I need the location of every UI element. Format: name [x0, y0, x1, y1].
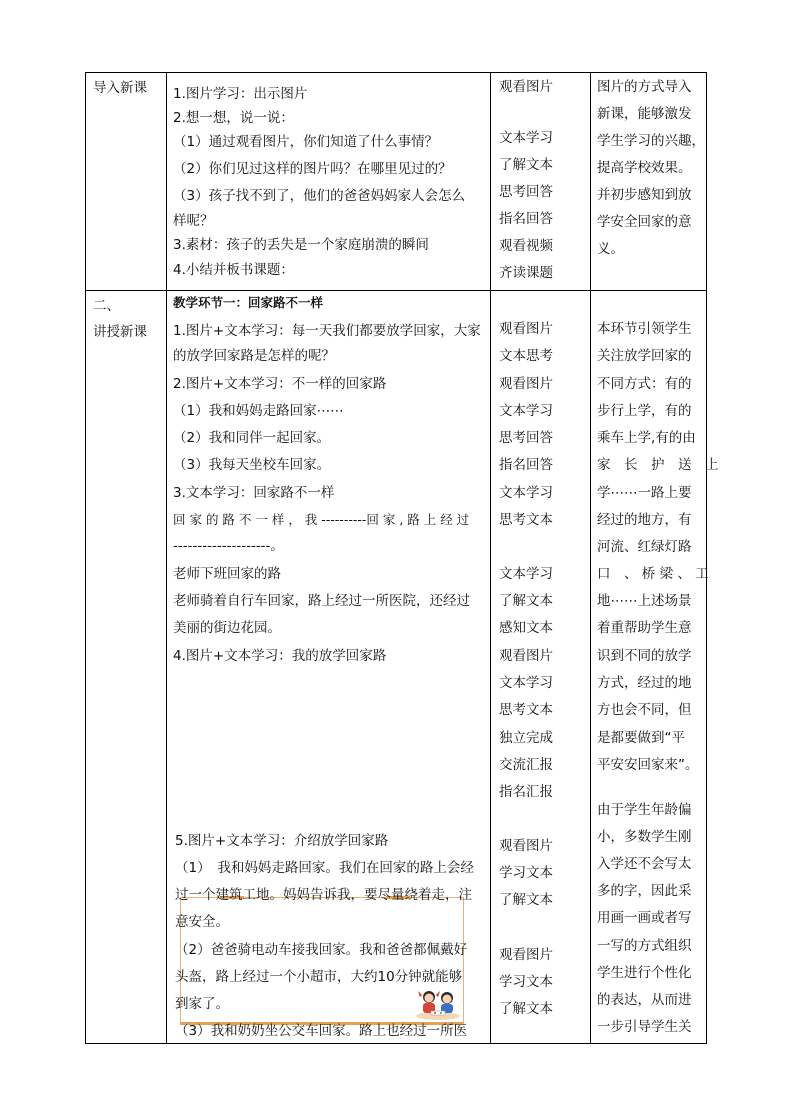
activity-item: 思考文本 [499, 512, 553, 528]
content-line: 2.想一想，说一说： [173, 110, 294, 126]
intent-line: 经过的地方，有 [597, 512, 692, 528]
table-row [86, 73, 707, 291]
activity-item: 思考文本 [499, 702, 553, 718]
content-line: 4.图片+文本学习：我的放学回家路 [173, 648, 387, 664]
intent-line: 关注放学回家的 [597, 348, 692, 364]
activity-item: 了解文本 [499, 892, 553, 908]
intent-line: 口 、 桥 梁 、 工 [597, 566, 709, 582]
activity-item: 交流汇报 [499, 757, 553, 773]
intent-line: 新课，能够激发 [597, 106, 692, 122]
content-line: （3）我每天坐校车回家。 [173, 457, 331, 473]
intent-line: 步行上学，有的 [597, 403, 692, 419]
content-line: 老师骑着自行车回家，路上经过一所医院，还经过 [173, 593, 470, 609]
activity-item: 思考回答 [499, 184, 553, 200]
content-line: 过一个建筑工地。妈妈告诉我，要尽量绕着走，注 [175, 887, 472, 903]
content-cell [167, 73, 491, 291]
content-line: 老师下班回家的路 [173, 566, 281, 582]
intent-line: 本环节引领学生 [597, 321, 692, 337]
content-line: 样呢？ [173, 213, 214, 229]
intent-line: 并初步感知到放 [597, 187, 692, 203]
intent-cell [591, 73, 707, 291]
activity-item: 指名回答 [499, 211, 553, 227]
content-line: （3）我和奶奶坐公交车回家。路上也经过一所医 [175, 1023, 468, 1039]
content-line: 3.素材：孩子的丢失是一个家庭崩溃的瞬间 [173, 237, 429, 253]
intent-line: 不同方式：有的 [597, 376, 692, 392]
content-line: 意安全。 [175, 914, 229, 930]
content-line: （1）通过观看图片，你们知道了什么事情？ [173, 134, 439, 150]
intent-line: 一写的方式组织 [597, 938, 692, 954]
activity-item: 感知文本 [499, 620, 553, 636]
activity-item: 独立完成 [499, 730, 553, 746]
intent-line: 小，多数学生刚 [597, 829, 692, 845]
activity-item: 观看视频 [499, 238, 553, 254]
intent-line: 的表达，从而进 [597, 992, 692, 1008]
content-line: 3.文本学习：回家路不一样 [173, 485, 335, 501]
intent-line: 入学还不会写太 [597, 856, 692, 872]
stage-number: 二、 [93, 298, 120, 314]
content-line: （2）你们见过这样的图片吗？在哪里见过的？ [173, 161, 452, 177]
content-line: --------------------。 [173, 538, 284, 554]
content-line: （2）我和同伴一起回家。 [173, 430, 331, 446]
intent-line: 由于学生年龄偏 [597, 802, 692, 818]
activity-item: 观看图片 [499, 838, 553, 854]
activity-item: 观看图片 [499, 376, 553, 392]
activity-item: 了解文本 [499, 157, 553, 173]
activity-item: 文本学习 [499, 403, 553, 419]
intent-line: 方也会不同，但 [597, 702, 692, 718]
stage-cell [86, 73, 167, 291]
stage-label: 讲授新课 [93, 324, 147, 340]
intent-line: 乘车上学,有的由 [597, 430, 696, 446]
intent-line: 学生学习的兴趣， [597, 133, 705, 149]
activity-item: 文本思考 [499, 348, 553, 364]
intent-cell [591, 291, 719, 1044]
children-drawing-icon [414, 985, 462, 1021]
content-line: 2.图片+文本学习：不一样的回家路 [173, 376, 387, 392]
intent-line: 家 长 护 送 上 [597, 457, 719, 473]
content-line: 美丽的街边花园。 [173, 620, 281, 636]
content-line: （2）爸爸骑电动车接我回家。我和爸爸都佩戴好 [175, 942, 468, 958]
intent-line: 用画一画或者写 [597, 910, 692, 926]
activity-item: 指名回答 [499, 457, 553, 473]
intent-line: 多的字，因此采 [597, 883, 692, 899]
activity-item: 观看图片 [499, 79, 553, 95]
intent-line: 河流、红绿灯路 [597, 539, 692, 555]
content-line: 回 家 的 路 不 一 样 ， 我 ----------回 家 , 路 上 经 过 [173, 512, 470, 527]
stage-cell [86, 291, 167, 1044]
activity-item: 了解文本 [499, 593, 553, 609]
activity-item: 齐读课题 [499, 265, 553, 281]
activity-item: 文本学习 [499, 675, 553, 691]
activity-item: 学习文本 [499, 974, 553, 990]
activity-item: 了解文本 [499, 1001, 553, 1017]
content-line: 1.图片学习：出示图片 [173, 86, 308, 102]
content-line: 4.小结并板书课题： [173, 262, 294, 278]
content-line: 头盔，路上经过一个小超市，大约10分钟就能够 [175, 969, 463, 985]
activity-cell [491, 291, 591, 1044]
intent-line: 义。 [597, 241, 624, 257]
intent-line: 一步引导学生关 [597, 1019, 692, 1035]
activity-item: 文本学习 [499, 485, 553, 501]
intent-line: 地⋯⋯上述场景 [597, 593, 692, 609]
section-heading: 教学环节一：回家路不一样 [173, 295, 324, 310]
intent-line: 平安安回家来”。 [597, 757, 699, 773]
content-line: 5.图片+文本学习：介绍放学回家路 [175, 833, 389, 849]
intent-line: 学⋯⋯一路上要 [597, 485, 692, 501]
intent-line: 学生进行个性化 [597, 965, 692, 981]
activity-item: 文本学习 [499, 566, 553, 582]
intent-line: 图片的方式导入 [597, 79, 692, 95]
activity-item: 观看图片 [499, 648, 553, 664]
intent-line: 学安全回家的意 [597, 214, 692, 230]
activity-cell [491, 73, 591, 291]
activity-item: 学习文本 [499, 865, 553, 881]
activity-item: 指名汇报 [499, 784, 553, 800]
content-line: （3）孩子找不到了，他们的爸爸妈妈家人会怎么 [173, 188, 466, 204]
activity-item: 观看图片 [499, 321, 553, 337]
activity-item: 观看图片 [499, 947, 553, 963]
content-line: 的放学回家路是怎样的呢？ [173, 348, 335, 364]
activity-item: 思考回答 [499, 430, 553, 446]
content-line: 到家了。 [175, 996, 229, 1012]
intent-line: 识到不同的放学 [597, 648, 692, 664]
stage-label: 导入新课 [93, 80, 147, 96]
activity-item: 文本学习 [499, 130, 553, 146]
intent-line: 着重帮助学生意 [597, 620, 692, 636]
intent-line: 方式，经过的地 [597, 675, 692, 691]
content-line: （1）我和妈妈走路回家⋯⋯ [173, 403, 344, 419]
intent-line: 是都要做到“平 [597, 730, 685, 746]
content-line: 1.图片+文本学习：每一天我们都要放学回家，大家 [173, 323, 481, 339]
intent-line: 提高学校效果。 [597, 160, 692, 176]
content-line: （1） 我和妈妈走路回家。我们在回家的路上会经 [175, 860, 474, 876]
